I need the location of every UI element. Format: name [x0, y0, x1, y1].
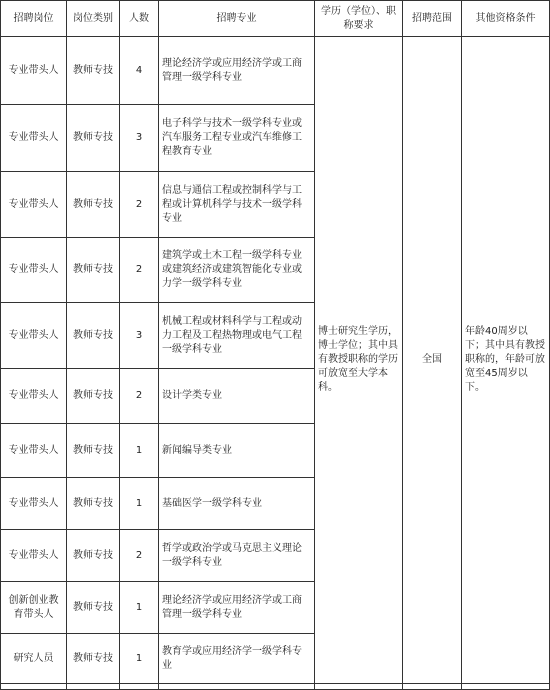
cell-category: 教师专技	[67, 303, 120, 369]
cell-category: 教师专技	[67, 172, 120, 238]
cell-category: 教师专技	[67, 478, 120, 530]
cell-count: 3	[120, 303, 159, 369]
cell-position: 研究人员	[1, 634, 67, 684]
cell-major: 机械工程或材料科学与工程或动力工程及工程热物理或电气工程一级学科专业	[159, 303, 315, 369]
cell-category: 教师专技	[67, 634, 120, 684]
cell-position: 专业带头人	[1, 478, 67, 530]
header-scope: 招聘范围	[403, 1, 462, 37]
table-row	[1, 37, 550, 105]
cell-major: 新闻编导类专业	[159, 424, 315, 478]
cell-count: 2	[120, 530, 159, 582]
cell-major: 建筑学或土木工程一级学科专业或建筑经济或建筑智能化专业或力学一级学科专业	[159, 238, 315, 303]
cell-education-requirement: 博士研究生学历，博士学位；其中具有教授职称的学历可放宽至大学本科。	[315, 37, 403, 684]
header-education: 学历（学位）、职称要求	[315, 1, 403, 37]
cell-major: 教育学或应用经济学一级学科专业	[159, 634, 315, 684]
table-row-tail	[1, 684, 550, 690]
cell-major: 哲学或政治学或马克思主义理论一级学科专业	[159, 530, 315, 582]
cell-position: 创新创业教育带头人	[1, 582, 67, 634]
cell-category: 教师专技	[67, 37, 120, 105]
cell-category: 教师专技	[67, 105, 120, 172]
cell-count: 1	[120, 582, 159, 634]
cell-category: 教师专技	[67, 530, 120, 582]
header-major: 招聘专业	[159, 1, 315, 37]
cell-major: 信息与通信工程或控制科学与工程或计算机科学与技术一级学科专业	[159, 172, 315, 238]
cell-category: 教师专技	[67, 582, 120, 634]
header-category: 岗位类别	[67, 1, 120, 37]
cell-count: 1	[120, 634, 159, 684]
cell-count: 2	[120, 369, 159, 424]
cell-position: 专业带头人	[1, 238, 67, 303]
cell-position: 专业带头人	[1, 172, 67, 238]
header-position: 招聘岗位	[1, 1, 67, 37]
cell-count: 4	[120, 37, 159, 105]
header-row	[1, 1, 550, 37]
cell-category: 教师专技	[67, 369, 120, 424]
cell-category: 教师专技	[67, 238, 120, 303]
cell-major: 理论经济学或应用经济学或工商管理一级学科专业	[159, 582, 315, 634]
cell-count: 2	[120, 238, 159, 303]
cell-position: 专业带头人	[1, 37, 67, 105]
header-count: 人数	[120, 1, 159, 37]
cell-count: 3	[120, 105, 159, 172]
cell-other-conditions: 年龄40周岁以下；其中具有教授职称的，年龄可放宽至45周岁以下。	[462, 37, 550, 684]
cell-position: 专业带头人	[1, 105, 67, 172]
cell-major: 基础医学一级学科专业	[159, 478, 315, 530]
cell-category: 教师专技	[67, 424, 120, 478]
cell-position: 专业带头人	[1, 530, 67, 582]
cell-recruit-scope: 全国	[403, 37, 462, 684]
cell-position: 专业带头人	[1, 369, 67, 424]
cell-major: 设计学类专业	[159, 369, 315, 424]
cell-count: 1	[120, 478, 159, 530]
cell-count: 2	[120, 172, 159, 238]
cell-position: 专业带头人	[1, 303, 67, 369]
cell-position: 专业带头人	[1, 424, 67, 478]
cell-major: 电子科学与技术一级学科专业或汽车服务工程专业或汽车维修工程教育专业	[159, 105, 315, 172]
cell-count: 1	[120, 424, 159, 478]
cell-major: 理论经济学或应用经济学或工商管理一级学科专业	[159, 37, 315, 105]
header-other-conditions: 其他资格条件	[462, 1, 550, 37]
